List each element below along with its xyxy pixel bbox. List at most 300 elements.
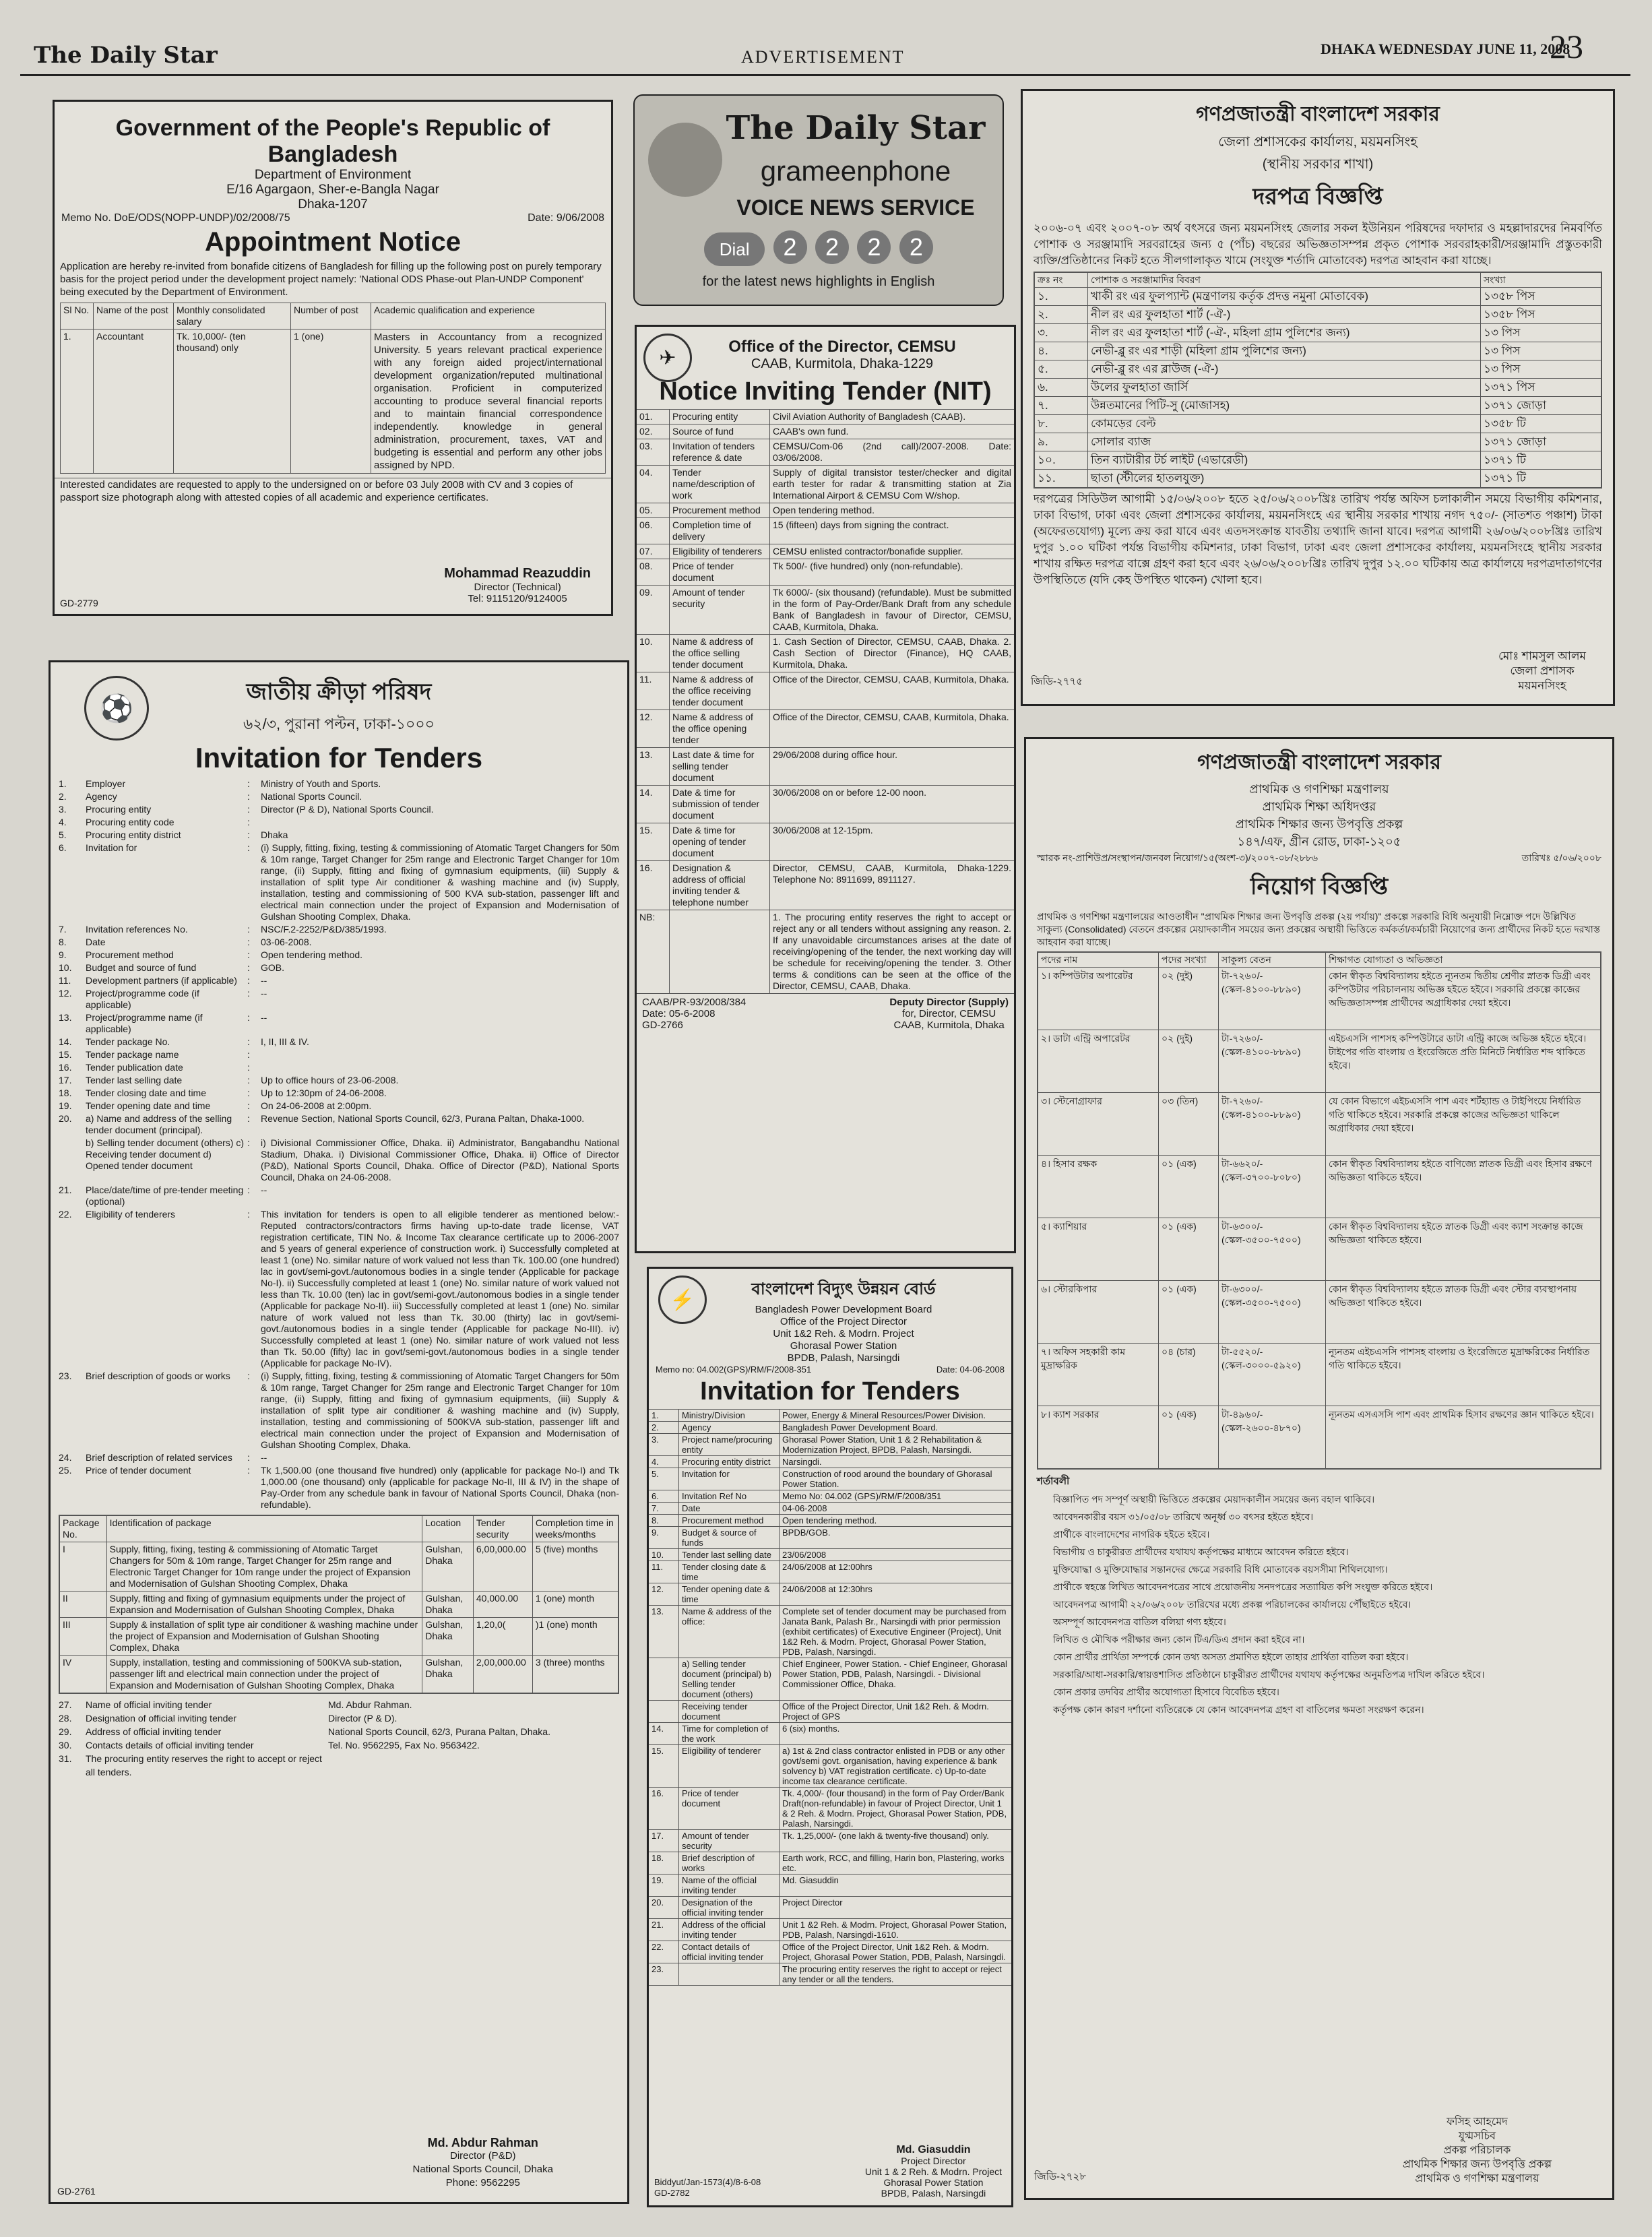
table-cell: Supply, fitting and fixing of gymnasium equipments under the project of Expansion and Modernisation of Gulshan Shooting Complex, Dhaka [106,1592,422,1618]
row-value: Project Director [782,1897,843,1908]
table-cell: ১৩৭১ জোড়া [1481,433,1601,451]
pesp-date: তারিখঃ ৫/০৬/২০০৮ [1521,852,1601,863]
table-cell: ৭. [1035,397,1088,415]
table-cell: টা-৭২৬০/- (স্কেল-৪১০০-৮৮৯০) [1219,1030,1326,1093]
list-item [59,817,619,828]
item-no: 2. [59,791,67,802]
bpdb-line: Office of the Project Director [780,1316,908,1327]
table-row [1038,1030,1601,1093]
table-cell: Gulshan, Dhaka [422,1656,474,1693]
nsc-heading: Invitation for Tenders [195,742,483,774]
pesp-recruitment-ad [1024,737,1614,2200]
table-row [649,1468,1011,1490]
list-item [59,1012,619,1035]
bpdb-line: Ghorasal Power Station [790,1340,897,1352]
dc-signer-place: ময়মনসিংহ [1518,679,1566,692]
row-no: 12. [649,1583,679,1605]
item-no: 30. [59,1740,72,1751]
row-value: Tk. 1,25,000/- (one lakh & twenty-five thousand) only. [782,1831,989,1841]
item-label: Price of tender document [86,1465,191,1476]
table-cell: ৪. [1035,342,1088,360]
table-row [1038,1218,1601,1281]
row-value: CEMSU enlisted contractor/bonafide supplier. [773,546,963,557]
table-cell: উন্নতমানের পিটি-সু (মোজাসহ) [1088,397,1481,415]
row-no: 02. [637,424,670,439]
table-cell: উলের ফুলহাতা জার্সি [1088,379,1481,397]
table-cell: টা-৪৯৬০/- (স্কেল-২৬০০-৪৮৭০) [1219,1406,1326,1469]
table-row [1035,397,1601,415]
row-value: Earth work, RCC, and filling, Harin bon, Plastering, works etc. [782,1853,1005,1873]
item-value: Tk 1,500.00 (one thousand five hundred) only (applicable for package No-I) and Tk 1,000.00 (one thousand) only (applicable for package No-II, III & IV) in the shape of Pay-Order from any schedule bank in favour of National Sports Council, Dhaka (non-refundable). [261,1465,619,1510]
list-item [59,1698,619,1711]
table-row [1035,306,1601,324]
item-no: 18. [59,1088,72,1098]
row-value: Tk 500/- (five hundred) only (non-refundable). [773,561,963,571]
row-value: Open tendering method. [782,1515,877,1525]
item-value: Open tendering method. [261,949,362,960]
row-value: Ghorasal Power Station, Unit 1 & 2 Rehabilitation & Modernization Project, BPDB, Palash, Narsingdi. [782,1435,982,1455]
row-label: Name & address of the office: [679,1606,780,1658]
conditions-list [1026,1492,1612,1717]
item-label: Brief description of related services [86,1452,232,1463]
bpdb-signer-line: BPDB, Palash, Narsingdi [881,2188,986,2199]
table-cell: ১৩৫৮ টি [1481,415,1601,433]
row-value: 30/06/2008 on or before 12-00 noon. [773,787,927,798]
row-no: 16. [649,1788,679,1829]
condition-item: বিজ্ঞাপিত পদ সম্পূর্ণ অস্থায়ী ভিত্তিতে প্রকল্পের মেয়াদকালীন সময়ের জন্য বহাল থাকিবে। [1053,1494,1375,1505]
row-value: CEMSU/Com-06 (2nd call)/2007-2008. Date: 03/06/2008. [773,441,1011,463]
pesp-memo: স্মারক নং-প্রাশিউপ্র/সংস্থাপন/জনবল নিয়োগ/১৫(অংশ-৩)/২০০৭-০৮/২৮৮৬ [1037,852,1319,863]
item-value: Up to 12:30pm of 24-06-2008. [261,1088,387,1098]
table-row [637,424,1014,439]
table-cell: টা-৬৬২০/- (স্কেল-৩৭০০-৮০৮০) [1219,1156,1326,1218]
signer-name: Mohammad Reazuddin [444,566,591,581]
row-no: 18. [649,1852,679,1874]
row-value: Office of the Project Director, Unit 1&2 Reh. & Modrn. Project, Ghorasal Power Station, PDB, Palash, Narsingdi. [782,1942,1006,1962]
row-label: Procuring entity [670,410,770,424]
table-row [1035,288,1601,306]
row-no: 23. [649,1963,679,1985]
item-sep: : [247,962,250,973]
table-cell: ৯. [1035,433,1088,451]
row-no: 17. [649,1830,679,1852]
table-row [649,1561,1011,1583]
ad-code: GD-2779 [60,598,98,608]
row-label: Last date & time for selling tender document [670,748,770,785]
nit-heading: Notice Inviting Tender (NIT) [659,377,992,406]
row-label: Ministry/Division [679,1410,780,1421]
list-item [59,1752,619,1779]
table-row [649,1658,1011,1701]
bpdb-line: Unit 1&2 Reh. & Modrn. Project [773,1328,914,1340]
cemsu-nit-ad [635,325,1016,1253]
table-header-cell: Identification of package [106,1516,422,1542]
list-item [59,1113,619,1136]
condition-item: মুক্তিযোদ্ধা ও মুক্তিযোদ্ধার সন্তানদের ক্ষেত্রে সরকারি বিধি মোতাবেক বয়সসীমা শিথিলযোগ্য। [1053,1564,1388,1575]
ad-address: E/16 Agargaon, Sher-e-Bangla Nagar [226,183,439,197]
table-cell: ছাতা (স্টীলের হাতলযুক্ত) [1088,470,1481,488]
bpdb-signer-line: Unit 1 & 2 Reh. & Modrn. Project [864,2166,1002,2177]
list-item [59,778,619,790]
row-no: 19. [649,1874,679,1896]
row-no: 10. [637,635,670,672]
pesp-sub: প্রাথমিক শিক্ষার জন্য উপবৃত্তি প্রকল্প [1235,817,1403,831]
row-label: Eligibility of tenderers [670,544,770,559]
item-no: 14. [59,1036,72,1047]
row-label: Price of tender document [679,1788,780,1829]
item-sep: : [247,1036,250,1047]
table-cell: ৮। ক্যাশ সরকার [1038,1406,1159,1469]
item-label: Budget and source of fund [86,962,197,973]
item-sep: : [247,1465,250,1476]
row-no: 13. [637,748,670,785]
table-row [649,1874,1011,1897]
pesp-sub: প্রাথমিক ও গণশিক্ষা মন্ত্রণালয় [1249,782,1389,796]
col-salary: Monthly consolidated salary [174,303,291,329]
item-sep: : [247,778,250,789]
row-label: Receiving tender document [679,1701,780,1722]
row-value: Tk 6000/- (six thousand) (refundable). Must be submitted in the form of Pay-Order/Bank Draft from any schedule Bank of Bangladesh in favour of Director, CEMSU, CAAB, Kurmitola, Dhaka. [773,587,1011,632]
section-label: ADVERTISEMENT [741,47,905,67]
table-cell: খাকী রং এর ফুলপ্যান্ট (মন্ত্রণালয় কর্তৃক প্রদত্ত নমুনা মোতাবেক) [1088,288,1481,306]
table-row [649,1788,1011,1830]
table-row [637,518,1014,544]
item-sep: : [247,791,250,802]
condition-item: সরকারি/আধা-সরকারি/স্বায়ত্তশাসিত প্রতিষ্ঠানে চাকুরীরত প্রার্থীদের যথাযথ কর্তৃপক্ষের অনুমতিপত্র দাখিল করিতে হইবে। [1053,1669,1485,1680]
item-label: Name of official inviting tender [86,1699,212,1710]
cemsu-title: Office of the Director, CEMSU [728,338,956,356]
list-item [59,1062,619,1073]
bpdb-date: Date: 04-06-2008 [936,1364,1005,1375]
table-row [1035,451,1601,470]
row-value: CAAB's own fund. [773,426,849,437]
table-cell: Supply, fitting, fixing, testing & commissioning of Atomatic Target Changers for 50m & 10m range, Target Changer for 25m range and Electronic Target Changer for 10m range under the project of Expansion and Modernisation of Gulshan Shooting Complex, Dhaka [106,1542,422,1592]
list-item [59,1088,619,1099]
table-cell: ১০. [1035,451,1088,470]
table-cell: Supply, installation, testing and commissioning of 500KVA sub-station, passenger lift and electrical main connection under the project of Expansion and Modernisation of Gulshan Shooting Complex, Dhaka [106,1656,422,1693]
table-cell: ১। কম্পিউটার অপারেটর [1038,968,1159,1030]
item-sep: : [247,949,250,960]
row-no: 9. [649,1527,679,1548]
grameenphone-logo-icon [648,123,722,197]
row-value: Civil Aviation Authority of Bangladesh (CAAB). [773,411,966,422]
table-cell: ০২ (দুই) [1159,968,1219,1030]
table-header-cell: Location [422,1516,474,1542]
row-no: 7. [649,1503,679,1514]
table-row [637,748,1014,786]
table-row [637,910,1014,994]
table-row [637,635,1014,672]
condition-item: লিখিত ও মৌখিক পরীক্ষার জন্য কোন টিএ/ডিএ প্রদান করা হইবে না। [1053,1634,1305,1645]
item-sep: : [247,842,250,853]
row-value: 23/06/2008 [782,1550,827,1560]
bpdb-signer-line: Project Director [901,2155,966,2166]
row-value: Chief Engineer, Power Station. - Chief Engineer, Ghorasal Power Station, PDB, Palash, Narsingdi. - Divisional Commissioner Office, Dhaka. [782,1659,1007,1689]
table-cell: ৬. [1035,379,1088,397]
row-label: Time for completion of the work [679,1723,780,1744]
item-value: Up to office hours of 23-06-2008. [261,1075,399,1085]
row-no: 07. [637,544,670,559]
item-value: -- [261,1185,267,1195]
table-row [649,1963,1011,1986]
item-no: 9. [59,949,67,960]
list-item [59,1049,619,1061]
item-label: Project/programme name (if applicable) [86,1012,203,1034]
table-row [1035,342,1601,360]
table-cell: ১. [1035,288,1088,306]
row-no: 14. [649,1723,679,1744]
item-label: Procuring entity [86,804,152,815]
row-label: Tender closing date & time [679,1561,780,1583]
appointment-heading: Appointment Notice [205,227,461,257]
table-cell: ১৩৭১ পিস [1481,379,1601,397]
item-label: Designation of official inviting tender [86,1713,236,1724]
row-value: Supply of digital transistor tester/checker and digital earth tester for radar & transmitting station at Zia International Airport & CEMSU Com W/shop. [773,467,1011,501]
item-no: 24. [59,1452,72,1463]
item-value [261,1049,619,1061]
list-item [59,1452,619,1463]
item-no: 1. [59,778,67,789]
table-cell: Gulshan, Dhaka [422,1542,474,1592]
table-cell: টা-৭২৬০/- (স্কেল-৪১০০-৮৮৯০) [1219,968,1326,1030]
table-cell: Gulshan, Dhaka [422,1592,474,1618]
table-row [649,1410,1011,1422]
col-qty: সংখ্যা [1481,273,1601,288]
col-salary: সাকুল্য বেতন [1219,953,1326,968]
item-no: 20. [59,1113,72,1124]
nsc-tender-ad [49,660,629,2204]
row-label: Completion time of delivery [670,518,770,544]
table-cell: নেভী-ব্লু রং এর শাড়ী (মহিলা গ্রাম পুলিশের জন্য) [1088,342,1481,360]
item-sep: : [247,1209,250,1220]
row-no: 4. [649,1456,679,1468]
table-cell: )1 (one) month [532,1618,618,1656]
pesp-table [1037,951,1601,1470]
item-value: i) Divisional Commissioner Office, Dhaka. ii) Administrator, Bangabandhu National Stadium, Dhaka. i) Divisional Commissioner Office, Dhaka. ii) Office of Director (P&D), National Sports Council, Dhaka. Office of Director (P&D), National Sports Council, Dhaka on 24-06-2008. [261,1137,619,1183]
row-no: 09. [637,586,670,634]
row-no: 1. [649,1410,679,1421]
table-row [649,1701,1011,1723]
pesp-signer-line: প্রাথমিক শিক্ষার জন্য উপবৃত্তি প্রকল্প [1402,2159,1552,2170]
item-label: Date [86,937,106,947]
item-no: 6. [59,842,67,853]
row-value: 15 (fifteen) days from signing the contract. [773,519,949,530]
dial-digit: 2 [857,230,891,264]
item-no: 3. [59,804,67,815]
item-label: Project/programme code (if applicable) [86,988,199,1010]
table-cell: সোলার ব্যাজ [1088,433,1481,451]
item-label: Procurement method [86,949,174,960]
item-label: Brief description of goods or works [86,1370,230,1381]
item-sep: : [247,1100,250,1111]
item-no: 4. [59,817,67,827]
item-label: a) Name and address of the selling tender document (principal). [86,1113,232,1135]
row-value: 04-06-2008 [782,1503,827,1513]
dc-heading: দরপত্র বিজ্ঞপ্তি [1252,184,1383,210]
list-item [59,1711,619,1725]
item-label: Procuring entity code [86,817,174,827]
table-cell: নীল রং এর ফুলহাতা শার্ট (-ঐ-, মহিলা গ্রাম পুলিশের জন্য) [1088,324,1481,342]
table-cell: ০১ (এক) [1159,1406,1219,1469]
table-row [1038,1093,1601,1156]
table-row [637,439,1014,466]
ad-code: জিডি-২৭২৮ [1034,2171,1087,2182]
table-cell: কোমড়ের বেল্ট [1088,415,1481,433]
table-cell: ০১ (এক) [1159,1281,1219,1344]
item-label: Tender opening date and time [86,1100,211,1111]
list-item [59,1137,619,1183]
table-header-cell: Package No. [60,1516,107,1542]
table-cell: যে কোন বিভাগে এইচএসসি পাশ এবং শর্টহ্যান্ড ও টাইপিংয়ে নির্ধারিত গতি থাকিতে হইবে। সরকারি প্রকল্পে কাজের অভিজ্ঞতা থাকিলে অগ্রাধিকার দেয়া হইবে। [1326,1093,1601,1156]
row-no: 16. [637,861,670,910]
table-cell: টা-৭২৬০/- (স্কেল-৪১০০-৮৮৯০) [1219,1093,1326,1156]
table-row [1038,1156,1601,1218]
gob-appointment-ad [53,100,613,616]
row-label: Tender last selling date [679,1549,780,1561]
table-cell: কোন স্বীকৃত বিশ্ববিদ্যালয় হইতে স্নাতক ডিগ্রী এবং স্টোর ব্যবস্থাপনায় অভিজ্ঞতা থাকিতে হইবে। [1326,1281,1601,1344]
row-label: Price of tender document [670,559,770,585]
dc-signer: মোঃ শামসুল আলম [1498,650,1586,662]
item-value: National Sports Council. [261,791,362,802]
table-cell: II [60,1592,107,1618]
table-row [649,1723,1011,1745]
item-no: 23. [59,1370,72,1381]
dial-label: Dial [704,232,765,266]
row-label: Procurement method [679,1515,780,1526]
table-cell: ১৩ পিস [1481,360,1601,379]
item-no: 25. [59,1465,72,1476]
row-no: 3. [649,1434,679,1455]
row-label: Designation of the official inviting tender [679,1897,780,1918]
table-row [649,1606,1011,1658]
table-cell: 1,20,0( [473,1618,532,1656]
bpdb-line: BPDB, Palash, Narsingdi [787,1352,900,1364]
row-value: Construction of rood around the boundary of Ghorasal Power Station. [782,1469,992,1489]
item-label: Tender closing date and time [86,1088,206,1098]
item-sep: : [247,817,250,827]
item-value: Ministry of Youth and Sports. [261,778,381,789]
table-cell: ১৩৫৮ পিস [1481,306,1601,324]
item-no: 12. [59,988,72,999]
table-row [637,586,1014,635]
list-item [59,829,619,841]
table-row [637,861,1014,910]
list-item [59,949,619,961]
table-row [649,1503,1011,1515]
row-no: 01. [637,410,670,424]
table-header [61,303,605,329]
item-value: -- [261,988,267,999]
item-sep: : [247,937,250,947]
pesp-signer-line: প্রকল্প পরিচালক [1443,2145,1511,2156]
row-no: 03. [637,439,670,465]
table-row [1035,360,1601,379]
ds-logo: The Daily Star [726,109,986,147]
bpdb-signer-line: Ghorasal Power Station [883,2177,984,2188]
list-item [59,1738,619,1752]
table-cell: 40,000.00 [473,1592,532,1618]
row-label: Date & time for opening of tender document [670,823,770,860]
row-no: 14. [637,786,670,823]
item-value: Revenue Section, National Sports Council, 62/3, Purana Paltan, Dhaka-1000. [261,1113,585,1124]
nsc-signer-org: National Sports Council, Dhaka [412,2164,553,2175]
pesp-intro: প্রাথমিক ও গণশিক্ষা মন্ত্রণালয়ের আওতাধীন "প্রাথমিক শিক্ষার জন্য উপবৃত্তি প্রকল্প (২য় পর্যায়)" প্রকল্পে সরকারি বিধি অনুযায়ী নিম্নোক্ত পদে উল্লিখিত সাকুল্য (Consolidated) বেতনে প্রকল্পের মেয়াদকালীন সময়ের জন্য প্রকল্পের অস্থায়ী ভিত্তিতে কর্মকর্তা/কর্মচারী নিয়োগের জন্য প্রার্থীদের নিকট হতে দরখাস্ত আহবান করা যাচ্ছে। [1037,911,1600,947]
row-label: Eligibility of tenderer [679,1745,780,1787]
table-row [60,1592,618,1618]
dc-table [1034,272,1602,489]
item-no [59,1137,86,1183]
col-qualification: Academic qualification and experience [374,305,535,315]
row-label: Tender name/description of work [670,466,770,503]
col-post: পদের নাম [1038,953,1159,968]
table-row [637,710,1014,748]
item-sep: : [247,804,250,815]
item-label: Contacts details of official inviting tender [86,1740,254,1751]
item-no: 16. [59,1062,72,1073]
cemsu-ref: CAAB/PR-93/2008/384 [642,997,746,1008]
list-item [59,1185,619,1207]
cell: Tk. 10,000/- (ten thousand) only [174,329,291,473]
nsc-signer-title: Director (P&D) [450,2150,516,2162]
item-sep: : [247,1049,250,1060]
row-value: Office of the Project Director, Unit 1&2 Reh. & Modrn. Project of GPS [782,1701,989,1722]
condition-item: কোন প্রকার তদবির প্রার্থীর অযোগ্যতা হিসাবে বিবেচিত হইবে। [1053,1687,1279,1697]
table-cell: ০১ (এক) [1159,1156,1219,1218]
row-value: a) 1st & 2nd class contractor enlisted in PDB or any other govt/semi govt. organisation, having experience & bank solvency b) VAT registration certificate. c) Up-to-date income tax clearance certificate. [782,1746,1005,1786]
dc-body: দরপত্রের সিডিউল আগামী ১৫/০৬/২০০৮ হতে ২৫/০৬/২০০৮খ্রিঃ তারিখ পর্যন্ত অফিস চলাকালীন সময়ে বিভাগীয় কমিশনার, ঢাকা বিভাগ, ঢাকা এবং জেলা প্রশাসকের কার্যালয়, ময়মনসিংহে এর স্থানীয় সরকার শাখায় নগদ ৭৫০/- (সাতশত পঞ্চাশ) টাকা (অফেরতযোগ্য) মূল্যে ক্রয় করা যাবে এবং এতদসংক্রান্ত যাবতীয় তথ্যাদি জানা যাবে। দরপত্র আগামী ২৬/০৬/২০০৮খ্রিঃ তারিখ দুপুর ১.০০ ঘটিকা পর্যন্ত বিভাগীয় কমিশনার, ঢাকা বিভাগ, ঢাকা এবং জেলা প্রশাসকের কার্যালয়, ময়মনসিংহে স্থানীয় সরকার শাখায় রক্ষিত দরপত্র বাক্সে গ্রহণ করা হবে এবং ২৬/০৬/২০০৮খ্রিঃ তারিখ দুপুর ১২.০০ ঘটিকায় অত্র কার্যালয়ে দরপত্রদাতাগণের উপস্থিতিতে (যদি কেহ উপস্থিত থাকেন) খোলা হবে। [1034,493,1602,586]
pesp-sub: ১৪৭/এফ, গ্রীন রোড, ঢাকা-১২০৫ [1237,835,1401,848]
row-label: Project name/procuring entity [679,1434,780,1455]
table-cell: ১৩ পিস [1481,324,1601,342]
item-value: I, II, III & IV. [261,1036,309,1047]
table-row [637,544,1014,559]
list-item [59,1075,619,1086]
table-cell: ১১. [1035,470,1088,488]
cemsu-date: Date: 05-6-2008 [642,1008,716,1019]
table-cell: Gulshan, Dhaka [422,1618,474,1656]
item-label: Procuring entity district [86,829,181,840]
item-no: 21. [59,1185,72,1195]
row-label: a) Selling tender document (principal) b) Selling tender document (others) [679,1658,780,1700]
row-value: 30/06/2008 at 12-15pm. [773,825,873,836]
table-cell: ৫. [1035,360,1088,379]
item-value: Director (P & D). [328,1713,398,1724]
nsc-tail [51,1698,627,1779]
row-label: Contact details of official inviting tender [679,1941,780,1963]
row-label: Invitation of tenders reference & date [670,439,770,465]
table-row [637,410,1014,424]
table-cell: 5 (five) months [532,1542,618,1592]
item-sep: : [247,1370,250,1381]
condition-item: প্রার্থীকে স্বহস্তে লিখিত আবেদনপত্রের সাথে প্রয়োজনীয় সনদপত্রের সত্যায়িত কপি সংযুক্ত করিতে হইবে। [1053,1581,1433,1592]
table-cell: ০৩ (তিন) [1159,1093,1219,1156]
dc-bn-sub2: (স্থানীয় সরকার শাখা) [1262,157,1374,172]
row-no: 15. [637,823,670,860]
row-value: Director, CEMSU, CAAB, Kurmitola, Dhaka-1229. Telephone No: 8911699, 8911127. [773,862,1011,885]
table-header-cell: Tender security [473,1516,532,1542]
cell: 1. [61,329,94,473]
table-header-cell: Completion time in weeks/months [532,1516,618,1542]
row-label: Procurement method [670,503,770,517]
table-row [1035,324,1601,342]
row-value: 29/06/2008 during office hour. [773,749,898,760]
row-label: Brief description of works [679,1852,780,1874]
table-row [637,559,1014,586]
bpdb-line: Bangladesh Power Development Board [755,1304,932,1315]
voice-news-ad [633,94,1004,306]
row-no: 8. [649,1515,679,1526]
item-value: Director (P & D), National Sports Council. [261,804,434,815]
